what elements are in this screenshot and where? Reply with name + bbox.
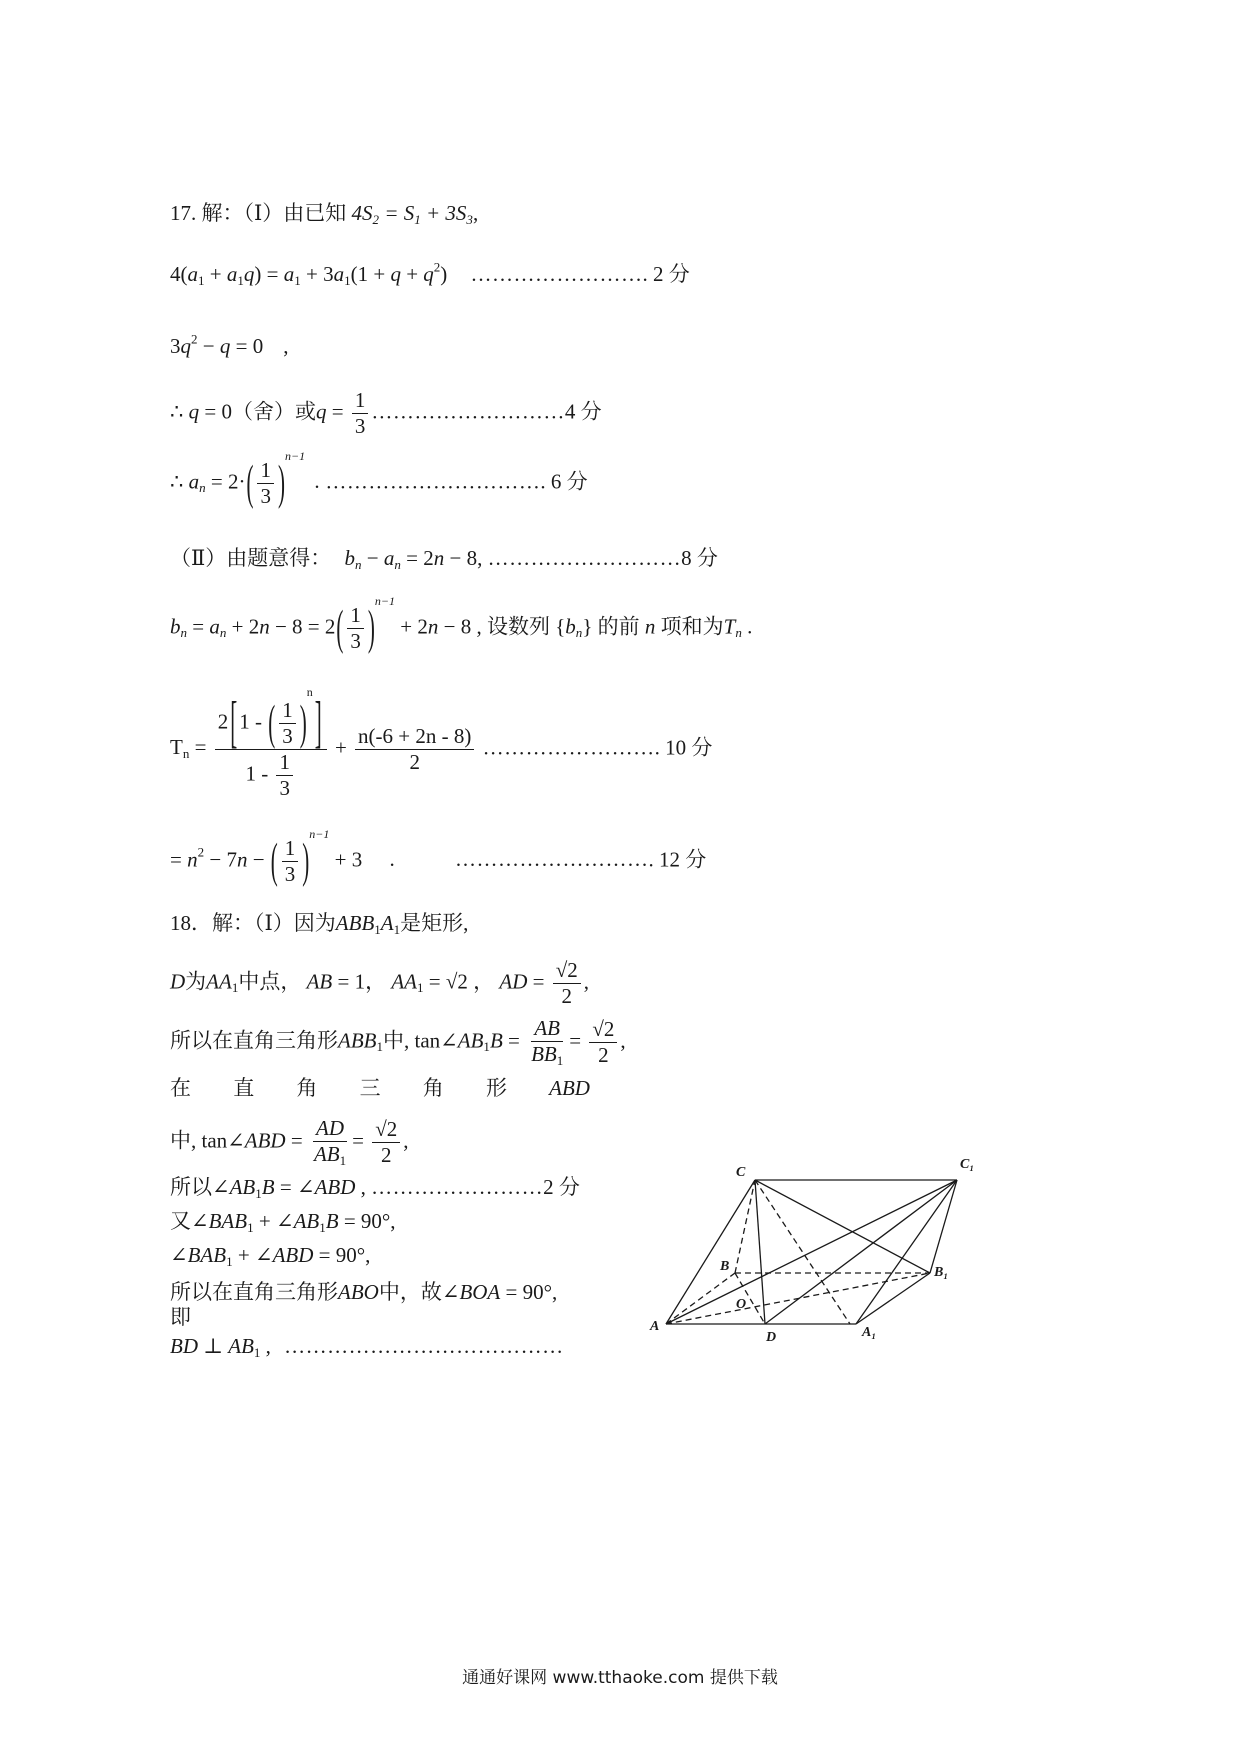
score-label: . 12 分	[648, 847, 707, 872]
p18-line-8: $\angle BAB_1$ + ∠ABD = 90°,	[170, 1243, 371, 1269]
fraction: 2[1 - ( $\frac{1}{3}$ )$^n$] 1 - $\frac{1}{3}$	[215, 700, 327, 799]
fraction: $\frac{n(-6 + 2n - 8)}{2}$	[355, 726, 474, 773]
text: 中,	[170, 1128, 197, 1153]
score-label: 8 分	[681, 546, 718, 570]
prism-figure	[620, 1140, 1000, 1360]
p17-line-3: $3q^2 - q = 0$ ,	[170, 331, 289, 358]
label-O: O	[736, 1297, 747, 1312]
text: 所以在直角三角形	[170, 1028, 338, 1053]
p18-line-7: 又$\angle BAB_1$ + $\angle AB_1B = 90^\circ$,	[170, 1209, 396, 1235]
part-2-heading: （Ⅱ）由题意得：	[170, 546, 332, 570]
text: 三	[359, 1076, 381, 1100]
p18-line-9: 所以在直角三角形ABO中，故∠BOA = 90°,	[170, 1280, 558, 1304]
text: 中，故	[378, 1280, 442, 1304]
formula: $3q^2 - q = 0$	[170, 331, 264, 358]
p17-line-5: ∴ $a_n = 2\cdot$( $\frac{1}{3}$ )$^{n-1}$ . …………………………. 6 分	[170, 449, 588, 510]
p18-line-4: 在 直 角 三 角 形 ABD	[170, 1076, 590, 1100]
text: 形	[485, 1076, 507, 1100]
text: 角	[422, 1076, 444, 1100]
text: 项和为	[660, 614, 724, 639]
text: 所以	[170, 1175, 212, 1199]
footer: 通通好课网 www.tthaoke.com 提供下载	[462, 1668, 778, 1688]
text: 即	[170, 1305, 191, 1329]
label-B1: B₁	[934, 1265, 949, 1280]
formula: $4S_2 = S_1 + 3S_3$	[351, 201, 473, 227]
p17-line-2: $4(a_1 + a_1q) = a_1 + 3a_1(1 + q + q^2)$ ……………………. 2 分	[170, 259, 690, 288]
p17-line-9: = $n^2 - 7n$ − ( $\frac{1}{3}$ )$^{n-1}$ + 3 . ………………………. 12 分	[170, 827, 707, 888]
p18-line-1: 18．解：（Ⅰ）因为$ABB_1A_1$是矩形,	[170, 911, 469, 937]
text: 为	[185, 969, 207, 994]
p18-line-3: 所以在直角三角形$ABB_1$中, $\tan\angle AB_1B$ = $\frac{AB}{BB_1}$ = $\frac{√2}{2}$ ,	[170, 1016, 626, 1068]
label-A1: A₁	[862, 1325, 877, 1340]
score-label: . 10 分	[654, 735, 713, 760]
p17-line-6: （Ⅱ）由题意得： $b_n - a_n = 2n - 8$, ………………………8 分	[170, 546, 718, 572]
text: 是矩形,	[400, 911, 469, 935]
label-C1: C₁	[960, 1157, 975, 1172]
p17-line-7: $b_n = a_n + 2n - 8 = 2$( $\frac{1}{3}$ )$^{n-1}$ + 2n − 8 , 设数列 $\{b_n\}$ 的前 n 项和为$T_n$ .	[170, 594, 753, 655]
text: 中点，	[238, 969, 302, 994]
formula: $4(a_1 + a_1q) = a_1 + 3a_1(1 + q + q^2)$	[170, 259, 448, 288]
p18-line-10	[170, 1307, 191, 1328]
text: , 设数列	[476, 614, 550, 639]
score-label: 2 分	[543, 1175, 580, 1199]
label-B: B	[720, 1259, 730, 1274]
p17-line-4: ∴ q = 0（舍）或q = $\frac{1}{3}$ ………………………4 分	[170, 388, 602, 438]
p18-line-11: BD ⊥ $AB_1$ , …………………………………	[170, 1334, 564, 1360]
p18-line-2: D为$AA_1$中点， AB = 1， $AA_1 = √2$ ， AD = $\frac{√2}{2}$ ,	[170, 958, 590, 1008]
label-D: D	[766, 1330, 777, 1345]
text: 又	[170, 1209, 191, 1233]
p18-line-6: 所以$\angle AB_1B$ = ∠ABD , ……………………2 分	[170, 1175, 580, 1201]
score-label: . 2 分	[642, 261, 690, 286]
text: 在	[170, 1076, 191, 1100]
p18-line-5: 中, tan∠ABD = $\frac{AD}{AB_1}$ = $\frac{√2}{2}$ ,	[170, 1116, 409, 1168]
p17-line-1: 17. 解：（Ⅰ）由已知 $4S_2 = S_1 + 3S_3$,	[170, 201, 479, 227]
label-C: C	[736, 1165, 746, 1180]
score-label: . 6 分	[540, 469, 588, 494]
text: （舍）或	[231, 399, 316, 424]
score-label: 4 分	[564, 399, 602, 424]
text: 中,	[383, 1028, 410, 1053]
p17-heading: 17. 解：（Ⅰ）由已知	[170, 201, 347, 225]
p17-line-8: $T_n$ = 2[1 - ( $\frac{1}{3}$ )$^n$] 1 - $\frac{1}{3}$ + $\frac{n(-6 + 2n - 8)}{2}$ ……………………. 10 分	[170, 685, 713, 800]
text: 所以在直角三角形	[170, 1280, 338, 1304]
label-A: A	[650, 1319, 660, 1334]
text: 角	[296, 1076, 318, 1100]
fraction: $\frac{1}{3}$	[352, 390, 369, 437]
text: 的前	[597, 614, 640, 639]
text: 直	[233, 1076, 255, 1100]
p18-heading: 18．解：（Ⅰ）因为	[170, 911, 336, 935]
